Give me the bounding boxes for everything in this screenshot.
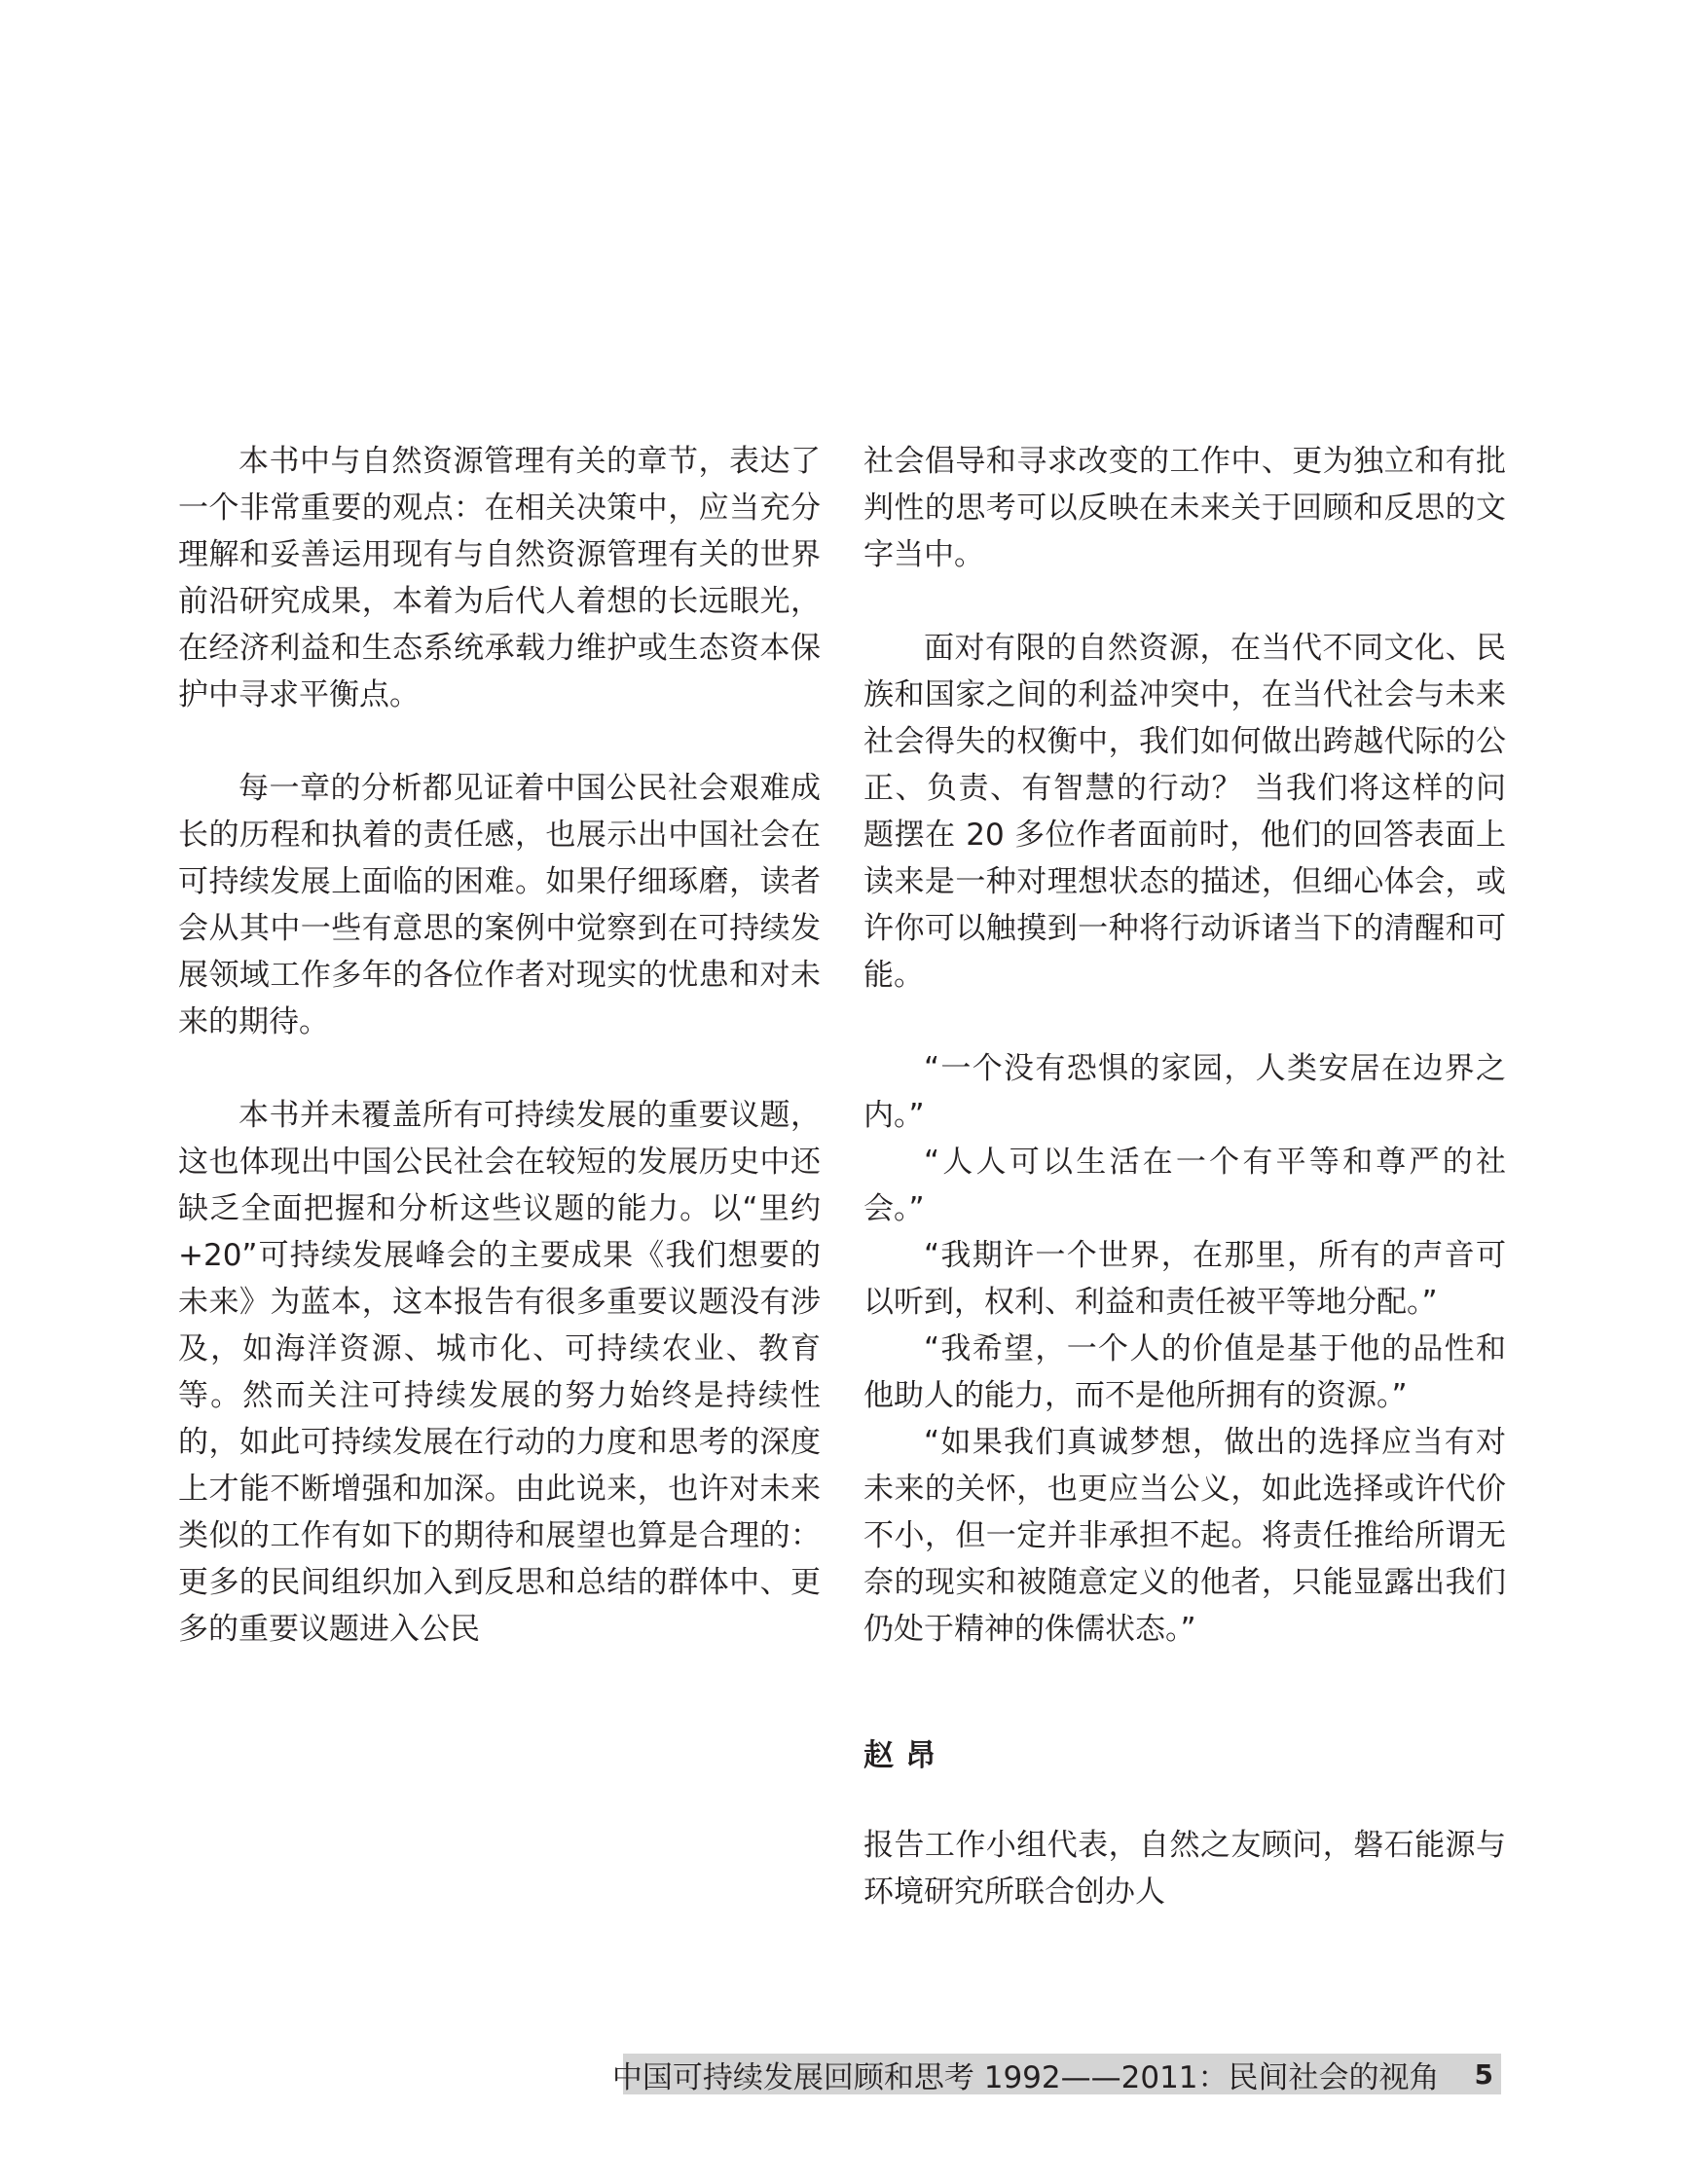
- continued-paragraph: 社会倡导和寻求改变的工作中、更为独立和有批判性的思考可以反映在未来关于回顾和反思的文字当中。: [863, 444, 1506, 572]
- body-paragraph: 本书中与自然资源管理有关的章节，表达了一个非常重要的观点：在相关决策中，应当充分理解和妥善运用现有与自然资源管理有关的世界前沿研究成果，本着为后代人着想的长远眼光，在经济利益和生态系统承载力维护或生态资本保护中寻求平衡点。: [178, 444, 821, 712]
- body-paragraph: 面对有限的自然资源，在当代不同文化、民族和国家之间的利益冲突中，在当代社会与未来社会得失的权衡中，我们如何做出跨越代际的公正、负责、有智慧的行动？ 当我们将这样的问题摆在 20 多位作者面前时，他们的回答表面上读来是一种对理想状态的描述，但细心体会，或许你可以触摸到一种将行动诉诸当下的清醒和可能。: [863, 631, 1506, 993]
- body-paragraph: 每一章的分析都见证着中国公民社会艰难成长的历程和执着的责任感，也展示出中国社会在可持续发展上面临的困难。如果仔细琢磨，读者会从其中一些有意思的案例中觉察到在可持续发展领域工作多年的各位作者对现实的忧患和对未来的期待。: [178, 771, 821, 1039]
- quote: “人人可以生活在一个有平等和尊严的社会。”: [863, 1145, 1506, 1226]
- author-name: 赵昂: [863, 1738, 947, 1773]
- quote: “我希望，一个人的价值是基于他的品性和他助人的能力，而不是他所拥有的资源。”: [863, 1331, 1506, 1413]
- body-paragraph: 本书并未覆盖所有可持续发展的重要议题，这也体现出中国公民社会在较短的发展历史中还缺乏全面把握和分析这些议题的能力。以“里约+20”可持续发展峰会的主要成果《我们想要的未来》为蓝本，这本报告有很多重要议题没有涉及，如海洋资源、城市化、可持续农业、教育等。然而关注可持续发展的努力始终是持续性的，如此可持续发展在行动的力度和思考的深度上才能不断增强和加深。由此说来，也许对未来类似的工作有如下的期待和展望也算是合理的：更多的民间组织加入到反思和总结的群体中、更多的重要议题进入公民: [178, 1098, 821, 1647]
- quote-list: [863, 1045, 1506, 1653]
- footer-title: 中国可持续发展回顾和思考 1992——2011：民间社会的视角: [611, 2059, 1440, 2095]
- quote: “如果我们真诚梦想，做出的选择应当有对未来的关怀，也更应当公义，如此选择或许代价不小，但一定并非承担不起。将责任推给所谓无奈的现实和被随意定义的他者，只能显露出我们仍处于精神的侏儒状态。”: [863, 1425, 1506, 1647]
- page-number: 5: [1474, 2057, 1493, 2091]
- right-column: [863, 438, 1506, 1653]
- quote: “一个没有恐惧的家园，人类安居在边界之内。”: [863, 1051, 1506, 1133]
- author-description: 报告工作小组代表，自然之友顾问，磐石能源与环境研究所联合创办人: [863, 1828, 1506, 1910]
- left-column: [178, 438, 821, 1699]
- page-footer: [611, 2054, 1501, 2095]
- quote: “我期许一个世界，在那里，所有的声音可以听到，权利、利益和责任被平等地分配。”: [863, 1238, 1506, 1320]
